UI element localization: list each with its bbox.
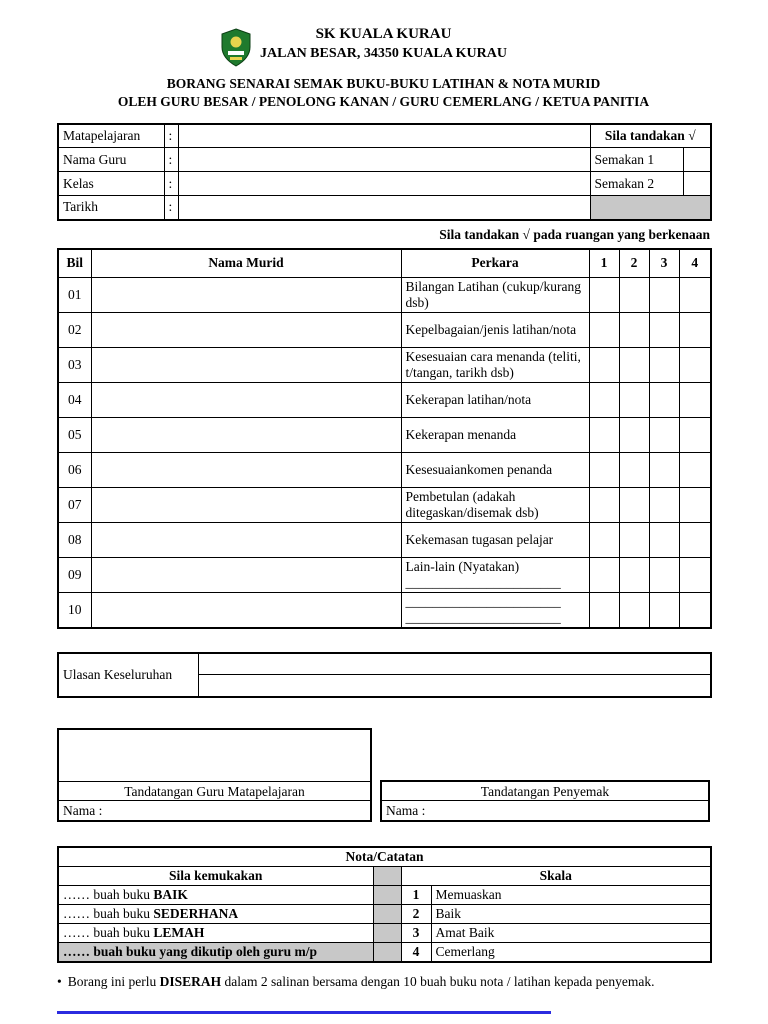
check-cell-2 xyxy=(619,383,649,418)
teacher-signature-caption: Tandatangan Guru Matapelajaran xyxy=(59,782,370,801)
teacher-name-label: Nama : xyxy=(63,802,103,818)
header-nama-murid: Nama Murid xyxy=(91,249,401,278)
check-cell-2 xyxy=(619,418,649,453)
check-cell-2 xyxy=(619,453,649,488)
semakan-2-label: Semakan 2 xyxy=(590,172,683,196)
ulasan-label: Ulasan Keseluruhan xyxy=(58,653,198,697)
colon: : xyxy=(164,196,178,220)
checklist-row-05 xyxy=(58,418,711,453)
check-cell-2 xyxy=(619,278,649,313)
check-cell-2 xyxy=(619,313,649,348)
check-cell-1 xyxy=(589,593,619,628)
field-label-nama-guru: Nama Guru xyxy=(58,148,164,172)
nama-murid-cell xyxy=(91,313,401,348)
nota-row-3 xyxy=(58,923,711,942)
checklist-row-01 xyxy=(58,278,711,313)
teacher-signature-space xyxy=(59,730,370,782)
submit-emphasis: SEDERHANA xyxy=(153,905,239,921)
nama-murid-cell xyxy=(91,453,401,488)
submit-row-baik xyxy=(58,885,373,904)
header-col-4: 4 xyxy=(679,249,711,278)
semakan-1-label: Semakan 1 xyxy=(590,148,683,172)
checker-signature-box xyxy=(380,780,710,822)
checklist-row-03 xyxy=(58,348,711,383)
check-cell-1 xyxy=(589,313,619,348)
tarikh-value-cell xyxy=(178,196,590,220)
check-cell-1 xyxy=(589,488,619,523)
shaded-divider-cell xyxy=(373,942,401,962)
submit-row-sederhana xyxy=(58,904,373,923)
checker-signature-caption: Tandatangan Penyemak xyxy=(382,782,708,801)
check-cell-2 xyxy=(619,348,649,383)
scale-number: 3 xyxy=(401,923,431,942)
footer-note xyxy=(57,974,710,990)
matapelajaran-value-cell xyxy=(178,124,590,148)
nama-murid-cell xyxy=(91,383,401,418)
next-page-edge xyxy=(57,1011,551,1014)
nama-murid-cell xyxy=(91,488,401,523)
scale-label: Cemerlang xyxy=(431,942,711,962)
colon: : xyxy=(164,148,178,172)
perkara-cell xyxy=(401,593,589,628)
sila-kemukakan-header: Sila kemukakan xyxy=(58,866,373,885)
check-cell-3 xyxy=(649,383,679,418)
check-cell-2 xyxy=(619,523,649,558)
bil-cell: 08 xyxy=(58,523,91,558)
check-cell-3 xyxy=(649,348,679,383)
submit-row-dikutip xyxy=(58,942,373,962)
check-cell-4 xyxy=(679,488,711,523)
header-col-1: 1 xyxy=(589,249,619,278)
scale-label: Memuaskan xyxy=(431,885,711,904)
check-cell-3 xyxy=(649,453,679,488)
header-col-3: 3 xyxy=(649,249,679,278)
info-row-matapelajaran xyxy=(58,124,711,148)
scale-label: Baik xyxy=(431,904,711,923)
school-address: JALAN BESAR, 34350 KUALA KURAU xyxy=(260,46,507,61)
checklist-row-06 xyxy=(58,453,711,488)
perkara-cell: Kesesuaian cara menanda (teliti, t/tangan, tarikh dsb) xyxy=(401,348,589,383)
perkara-cell: Kekerapan menanda xyxy=(401,418,589,453)
check-cell-3 xyxy=(649,313,679,348)
perkara-cell: Kekerapan latihan/nota xyxy=(401,383,589,418)
check-cell-4 xyxy=(679,593,711,628)
header-bil: Bil xyxy=(58,249,91,278)
check-cell-1 xyxy=(589,523,619,558)
check-cell-4 xyxy=(679,313,711,348)
check-cell-3 xyxy=(649,593,679,628)
semakan-1-tick-cell xyxy=(683,148,711,172)
check-cell-2 xyxy=(619,488,649,523)
check-cell-4 xyxy=(679,523,711,558)
nama-murid-cell xyxy=(91,523,401,558)
perkara-cell: Kekemasan tugasan pelajar xyxy=(401,523,589,558)
form-content xyxy=(57,26,710,990)
shaded-divider-cell xyxy=(373,904,401,923)
footer-text-pre: Borang ini perlu xyxy=(67,973,160,989)
check-cell-3 xyxy=(649,278,679,313)
checklist-row-09 xyxy=(58,558,711,593)
submit-prefix: …… buah buku xyxy=(63,886,154,902)
nama-murid-cell xyxy=(91,278,401,313)
check-cell-1 xyxy=(589,383,619,418)
checker-name-label: Nama : xyxy=(386,802,426,818)
nota-row-4 xyxy=(58,942,711,962)
nota-title: Nota/Catatan xyxy=(58,847,711,867)
nama-murid-cell xyxy=(91,418,401,453)
submit-prefix: …… buah buku yang dikutip oleh guru m/p xyxy=(63,943,317,959)
shaded-divider-cell xyxy=(373,866,401,885)
footer-text-bold: DISERAH xyxy=(159,973,222,989)
check-cell-1 xyxy=(589,558,619,593)
check-cell-3 xyxy=(649,558,679,593)
blank-write-line: _______________________ xyxy=(405,609,561,625)
bil-cell: 04 xyxy=(58,383,91,418)
check-cell-1 xyxy=(589,348,619,383)
info-table xyxy=(57,123,712,221)
submit-prefix: …… buah buku xyxy=(63,924,154,940)
ulasan-write-line-2 xyxy=(198,675,711,697)
form-title-line1: BORANG SENARAI SEMAK BUKU-BUKU LATIHAN & NOTA MURID xyxy=(166,76,601,91)
bil-cell: 05 xyxy=(58,418,91,453)
nota-title-row xyxy=(58,847,711,867)
checklist-row-10 xyxy=(58,593,711,628)
bil-cell: 07 xyxy=(58,488,91,523)
info-row-kelas xyxy=(58,172,711,196)
check-cell-3 xyxy=(649,418,679,453)
bil-cell: 10 xyxy=(58,593,91,628)
submit-emphasis: BAIK xyxy=(153,886,188,902)
check-cell-2 xyxy=(619,593,649,628)
perkara-text: Lain-lain (Nyatakan) xyxy=(405,559,520,575)
tick-instruction: Sila tandakan √ pada ruangan yang berkenaan xyxy=(439,226,710,242)
checklist-row-07 xyxy=(58,488,711,523)
bil-cell: 02 xyxy=(58,313,91,348)
blank-write-line: _______________________ xyxy=(405,575,561,591)
checklist-row-02 xyxy=(58,313,711,348)
blank-write-line: _______________________ xyxy=(405,594,561,610)
footer-text-post: dalam 2 salinan bersama dengan 10 buah buku nota / latihan kepada penyemak. xyxy=(221,973,655,989)
submit-prefix: …… buah buku xyxy=(63,905,154,921)
form-title xyxy=(57,75,710,111)
perkara-cell: Kesesuaiankomen penanda xyxy=(401,453,589,488)
perkara-cell xyxy=(401,558,589,593)
check-cell-2 xyxy=(619,558,649,593)
submit-emphasis: LEMAH xyxy=(153,924,205,940)
scale-label: Amat Baik xyxy=(431,923,711,942)
bil-cell: 09 xyxy=(58,558,91,593)
header-perkara: Perkara xyxy=(401,249,589,278)
scale-number: 4 xyxy=(401,942,431,962)
check-cell-3 xyxy=(649,488,679,523)
signature-section xyxy=(57,728,710,822)
checker-signature-column xyxy=(380,728,710,822)
teacher-signature-box xyxy=(57,728,372,822)
nota-row-1 xyxy=(58,885,711,904)
shaded-divider-cell xyxy=(373,923,401,942)
header-col-2: 2 xyxy=(619,249,649,278)
skala-header: Skala xyxy=(401,866,711,885)
info-row-nama-guru xyxy=(58,148,711,172)
check-cell-4 xyxy=(679,418,711,453)
school-crest-logo-icon xyxy=(220,28,252,68)
submit-row-lemah xyxy=(58,923,373,942)
check-cell-4 xyxy=(679,558,711,593)
bil-cell: 06 xyxy=(58,453,91,488)
check-cell-4 xyxy=(679,453,711,488)
nama-murid-cell xyxy=(91,348,401,383)
kelas-value-cell xyxy=(178,172,590,196)
scale-number: 2 xyxy=(401,904,431,923)
field-label-kelas: Kelas xyxy=(58,172,164,196)
checklist-row-04 xyxy=(58,383,711,418)
colon: : xyxy=(164,124,178,148)
check-cell-3 xyxy=(649,523,679,558)
semakan-2-tick-cell xyxy=(683,172,711,196)
scale-number: 1 xyxy=(401,885,431,904)
tick-header: Sila tandakan √ xyxy=(590,124,711,148)
nota-row-2 xyxy=(58,904,711,923)
form-title-line2: OLEH GURU BESAR / PENOLONG KANAN / GURU CEMERLANG / KETUA PANITIA xyxy=(117,93,650,109)
perkara-cell: Bilangan Latihan (cukup/kurang dsb) xyxy=(401,278,589,313)
checklist-header-row xyxy=(58,249,711,278)
shaded-cell xyxy=(590,196,711,220)
check-cell-1 xyxy=(589,453,619,488)
bullet-icon: • xyxy=(57,973,62,989)
bil-cell: 01 xyxy=(58,278,91,313)
nama-murid-cell xyxy=(91,558,401,593)
document-header xyxy=(57,26,710,62)
check-cell-4 xyxy=(679,348,711,383)
checklist-row-08 xyxy=(58,523,711,558)
check-cell-4 xyxy=(679,383,711,418)
field-label-matapelajaran: Matapelajaran xyxy=(58,124,164,148)
bil-cell: 03 xyxy=(58,348,91,383)
perkara-cell: Kepelbagaian/jenis latihan/nota xyxy=(401,313,589,348)
check-cell-4 xyxy=(679,278,711,313)
nama-guru-value-cell xyxy=(178,148,590,172)
colon: : xyxy=(164,172,178,196)
shaded-divider-cell xyxy=(373,885,401,904)
info-row-tarikh xyxy=(58,196,711,220)
perkara-cell: Pembetulan (adakah ditegaskan/disemak dsb) xyxy=(401,488,589,523)
nota-catatan-table xyxy=(57,846,712,963)
check-cell-1 xyxy=(589,418,619,453)
field-label-tarikh: Tarikh xyxy=(58,196,164,220)
school-name: SK KUALA KURAU xyxy=(315,26,452,42)
checklist-table xyxy=(57,248,712,629)
ulasan-table xyxy=(57,652,712,698)
nota-subheader-row xyxy=(58,866,711,885)
ulasan-write-line-1 xyxy=(198,653,711,675)
check-cell-1 xyxy=(589,278,619,313)
ulasan-row-1 xyxy=(58,653,711,675)
nama-murid-cell xyxy=(91,593,401,628)
